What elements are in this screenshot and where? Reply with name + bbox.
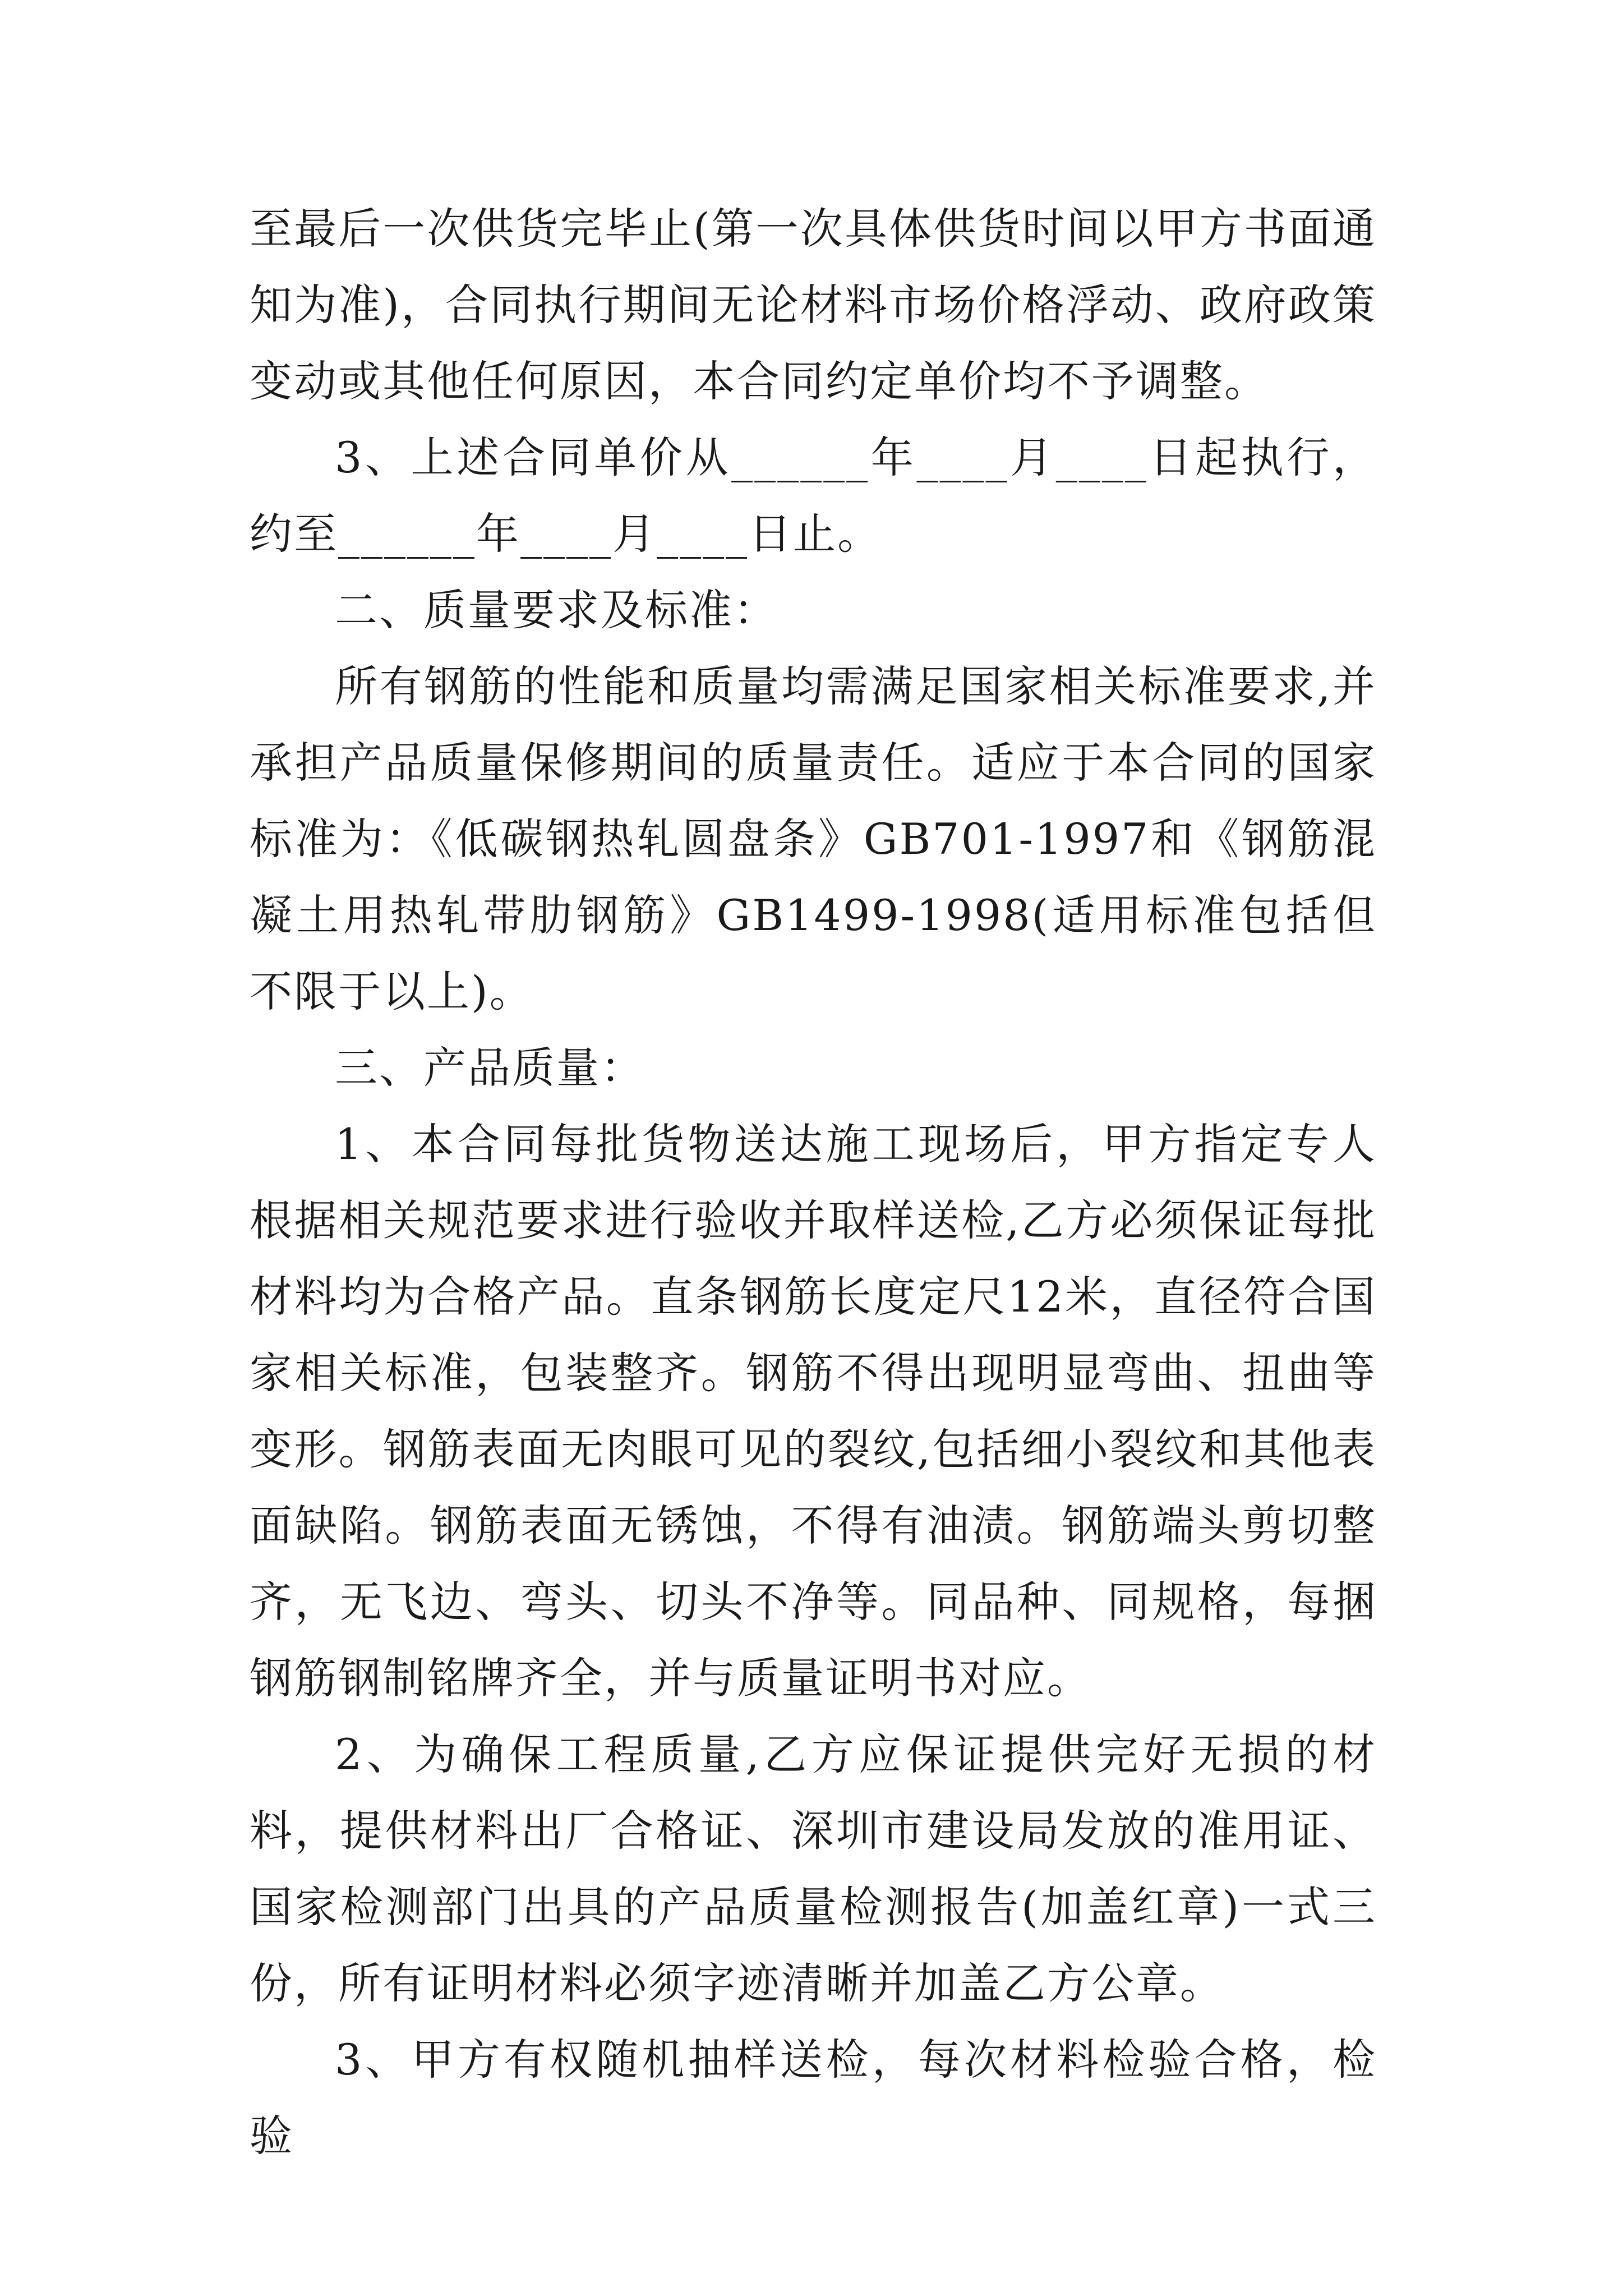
section-heading-quality-requirements: 二、质量要求及标准：: [335, 585, 778, 635]
paragraph-quality-item-3: 3、甲方有权随机抽样送检，每次材料检验合格，检验: [250, 2035, 1377, 2161]
paragraph-continuation: 至最后一次供货完毕止(第一次具体供货时间以甲方书面通知为准)，合同执行期间无论材料市场价格浮动、政府政策变动或其他任何原因，本合同约定单价均不予调整。: [250, 204, 1377, 406]
paragraph-price-period: 3、上述合同单价从______年____月____日起执行，约至______年____月____日止。: [250, 432, 1377, 559]
paragraph-quality-standard: 所有钢筋的性能和质量均需满足国家相关标准要求,并承担产品质量保修期间的质量责任。适应于本合同的国家标准为：《低碳钢热轧圆盘条》GB701-1997和《钢筋混凝土用热轧带肋钢筋》GB1499-1998(适用标准包括但不限于以上)。: [250, 661, 1377, 1016]
paragraph-quality-item-2: 2、为确保工程质量,乙方应保证提供完好无损的材料，提供材料出厂合格证、深圳市建设局发放的准用证、国家检测部门出具的产品质量检测报告(加盖红章)一式三份，所有证明材料必须字迹清晰并加盖乙方公章。: [250, 1729, 1377, 2008]
paragraph-quality-item-1: 1、本合同每批货物送达施工现场后，甲方指定专人根据相关规范要求进行验收并取样送检,乙方必须保证每批材料均为合格产品。直条钢筋长度定尺12米，直径符合国家相关标准，包装整齐。钢筋不得出现明显弯曲、扭曲等变形。钢筋表面无肉眼可见的裂纹,包括细小裂纹和其他表面缺陷。钢筋表面无锈蚀，不得有油渍。钢筋端头剪切整齐，无飞边、弯头、切头不净等。同品种、同规格，每捆钢筋钢制铭牌齐全，并与质量证明书对应。: [250, 1119, 1377, 1703]
document-body: [250, 191, 1377, 2174]
section-heading-product-quality: 三、产品质量：: [335, 1043, 645, 1093]
